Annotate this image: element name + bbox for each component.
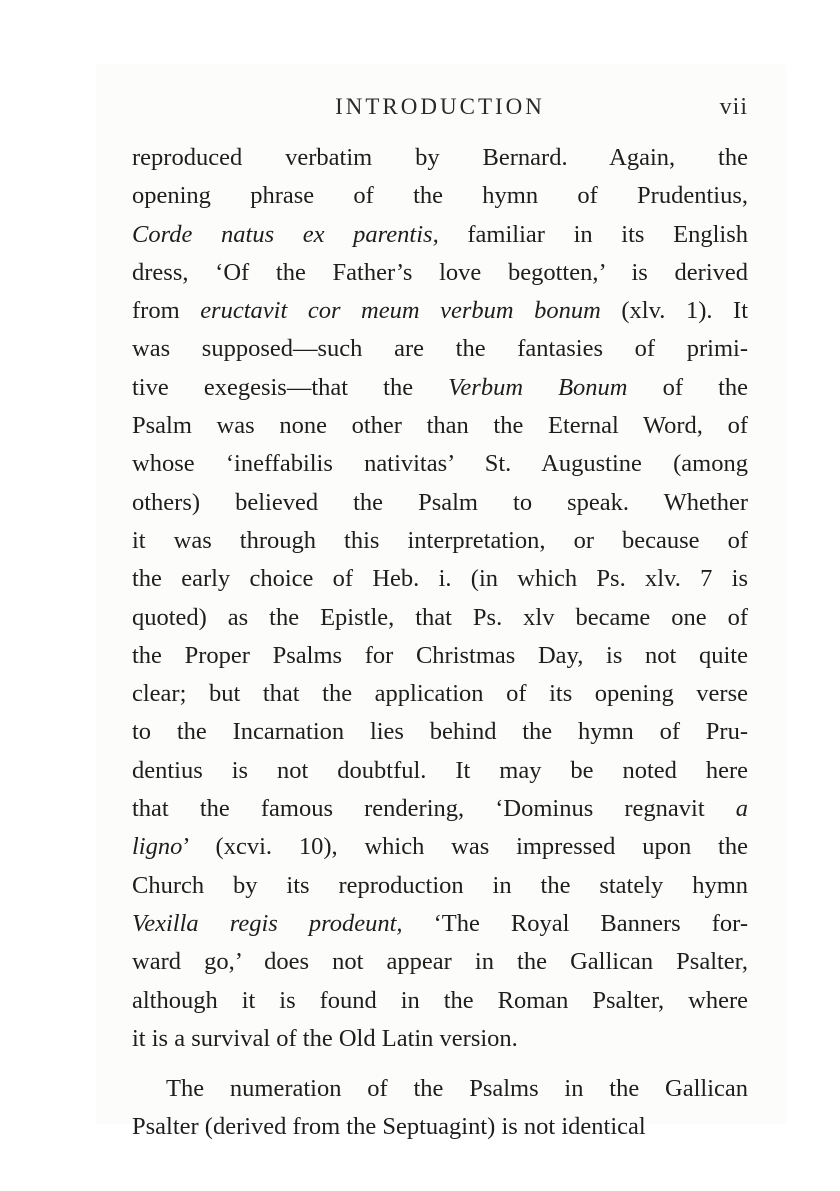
text-line [132,599,748,637]
text-run: whose ‘ineffabilis nativitas’ St. Augustine (among [132,450,748,478]
text-line [132,982,748,1020]
text-line [132,330,748,368]
text-run: quoted) as the Epistle, that Ps. xlv became one of [132,603,748,631]
paragraph [132,1070,748,1147]
text-line [132,445,748,483]
text-line [132,560,748,598]
text-run: clear; but that the application of its opening verse [132,680,748,708]
text-line [132,522,748,560]
text-run: Psalm was none other than the Eternal Word, of [132,412,748,440]
text-run: to the Incarnation lies behind the hymn of Pru- [132,718,748,746]
text-line [132,867,748,905]
text-run: ward go,’ does not appear in the Gallican Psalter, [132,948,748,976]
running-head [132,94,748,124]
text-run: from [132,297,201,325]
italic-text: ligno [132,833,183,861]
text-run: dentius is not doubtful. It may be noted here [132,756,748,784]
text-line [132,139,748,177]
running-title: INTRODUCTION [335,94,545,119]
text-run: reproduced verbatim by Bernard. Again, the [132,144,748,171]
text-run: tive exegesis—that the [132,373,449,401]
text-line [132,675,748,713]
text-line [132,752,748,790]
text-run: others) believed the Psalm to speak. Whether [132,488,748,516]
text-line [132,828,748,866]
text-line [132,905,748,943]
text-run: familiar in its English [438,220,748,248]
text-run: of the [627,373,748,401]
text-line [132,484,748,522]
italic-text: Vexilla regis prodeunt, [132,909,403,937]
text-line [132,369,748,407]
text-line [132,254,748,292]
text-run: The numeration of the Psalms in the Gallican [166,1075,748,1103]
text-run: that the famous rendering, ‘Dominus regnavit [132,795,736,823]
text-line [132,292,748,330]
text-line [132,177,748,215]
italic-text: Corde natus ex parentis, [132,220,439,248]
text-run: although it is found in the Roman Psalter, where [132,986,748,1014]
page-number: vii [719,94,748,120]
text-run: dress, ‘Of the Father’s love begotten,’ is derived [132,258,748,286]
text-run: Psalter (derived from the Septuagint) is not identical [132,1113,646,1141]
body-text [132,139,748,1147]
text-line [132,1070,748,1108]
text-run: ’ (xcvi. 10), which was impressed upon the [182,833,748,861]
text-line [132,216,748,254]
paragraph-gap [132,1058,748,1070]
text-run: the Proper Psalms for Christmas Day, is not quite [132,641,748,669]
italic-text: eructavit cor meum verbum bonum [200,297,601,325]
text-run: the early choice of Heb. i. (in which Ps. xlv. 7 is [132,565,748,593]
text-line [132,1108,748,1146]
text-run: ‘The Royal Banners for- [402,909,748,937]
text-run: it is a survival of the Old Latin version. [132,1024,518,1052]
paragraph [132,139,748,1058]
text-line [132,637,748,675]
text-line [132,790,748,828]
text-line [132,1020,748,1058]
italic-text: Verbum Bonum [448,373,628,401]
text-run: it was through this interpretation, or because of [132,526,748,554]
italic-text: a [735,795,748,823]
text-line [132,407,748,445]
text-run: was supposed—such are the fantasies of primi- [132,335,748,363]
text-run: Church by its reproduction in the stately hymn [132,871,748,899]
text-run: opening phrase of the hymn of Prudentius, [132,182,748,210]
text-line [132,713,748,751]
text-line [132,943,748,981]
text-run: (xlv. 1). It [600,297,748,325]
